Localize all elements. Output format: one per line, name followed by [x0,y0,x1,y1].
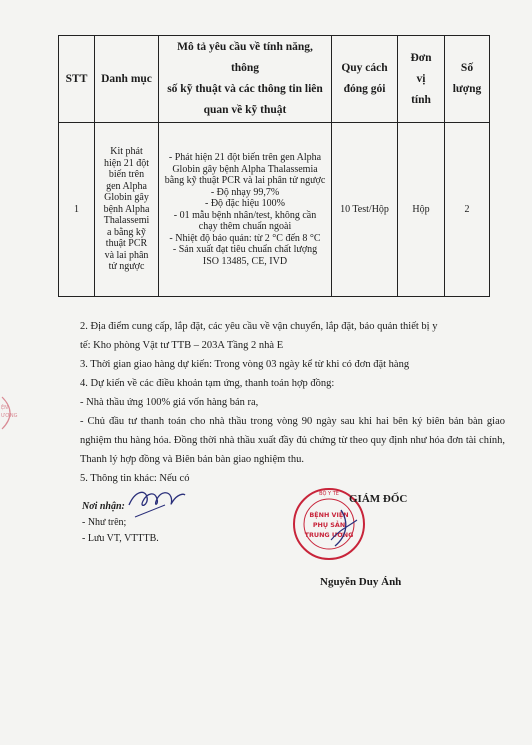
partial-stamp-left-margin [0,395,22,431]
header-description: Mô tả yêu cầu về tính năng, thông số kỹ thuật và các thông tin liên quan về kỹ thuật [159,36,332,123]
recipient-item: - Lưu VT, VTTTB. [82,533,159,544]
table-row [59,123,490,297]
svg-text:ỆN: ỆN [1,405,8,411]
seal-line-2: PHỤ SẢN [312,521,346,529]
header-stt: STT [59,36,95,123]
specification-table [58,35,490,297]
svg-text:ƯƠNG: ƯƠNG [1,413,18,419]
body-text [80,317,505,488]
paragraph-delivery-location-cont: tế: Kho phòng Vật tư TTB – 203A Tầng 2 nhà E [80,340,284,351]
paragraph-delivery-time: 3. Thời gian giao hàng dự kiến: Trong vòng 03 ngày kể từ khi có đơn đặt hàng [80,359,410,370]
cell-category: Kit phát hiện 21 đột biến trên gen Alpha Globin gây bệnh Alpha Thalassemi a bằng kỹ thuật PCR và lai phân tử ngược [95,123,159,297]
cell-description: - Phát hiện 21 đột biến trên gen Alpha Globin gây bệnh Alpha Thalassemia bằng kỹ thuật PCR và lai phân tử ngược - Độ nhạy 99,7% - Độ đặc hiệu 100% - 01 mẫu bệnh nhân/test, không cần chạy thêm chuẩn ngoài - Nhiệt độ bảo quản: từ 2 °C đến 8 °C - Sản xuất đạt tiêu chuẩn chất lượng ISO 13485, CE, IVD [159,123,332,297]
cell-stt: 1 [59,123,95,297]
header-quantity: Số lượng [445,36,490,123]
paragraph-payment-detail: - Chủ đầu tư thanh toán cho nhà thầu trong vòng 90 ngày sau khi hai bên ký biên bản bàn giao nghiệm thu hàng hóa. Đồng thời nhà thầu xuất đầy đủ chứng từ theo quy định như hóa đơn tài chính, Thanh lý hợp đồng và Biên bản bàn giao nghiệm thu. [80,416,505,465]
cell-unit: Hộp [398,123,445,297]
cell-quantity: 2 [445,123,490,297]
paragraph-advance: - Nhà thầu ứng 100% giá vốn hàng bán ra, [80,397,259,408]
header-packaging: Quy cách đóng gói [332,36,398,123]
header-unit: Đơn vị tính [398,36,445,123]
recipient-item: - Như trên; [82,517,127,528]
director-name: Nguyễn Duy Ánh [320,576,402,588]
paragraph-delivery-location: 2. Địa điểm cung cấp, lắp đặt, các yêu cầu về vận chuyển, lắp đặt, bảo quản thiết bị y [80,321,438,332]
seal-line-3: TRUNG ƯƠNG [304,531,354,539]
paragraph-other-info: 5. Thông tin khác: Nếu có [80,473,190,484]
cell-packaging: 10 Test/Hộp [332,123,398,297]
seal-line-1: BỆNH VIỆN [309,511,349,519]
header-category: Danh mục [95,36,159,123]
seal-ring-text: BỘ Y TẾ [319,491,339,497]
paragraph-payment-terms: 4. Dự kiến về các điều khoản tạm ứng, thanh toán hợp đồng: [80,378,335,389]
initials-signature [125,483,187,525]
director-title: GIÁM ĐỐC [349,493,408,505]
recipients-title: Nơi nhận: [82,501,125,512]
table-header-row [59,36,490,123]
